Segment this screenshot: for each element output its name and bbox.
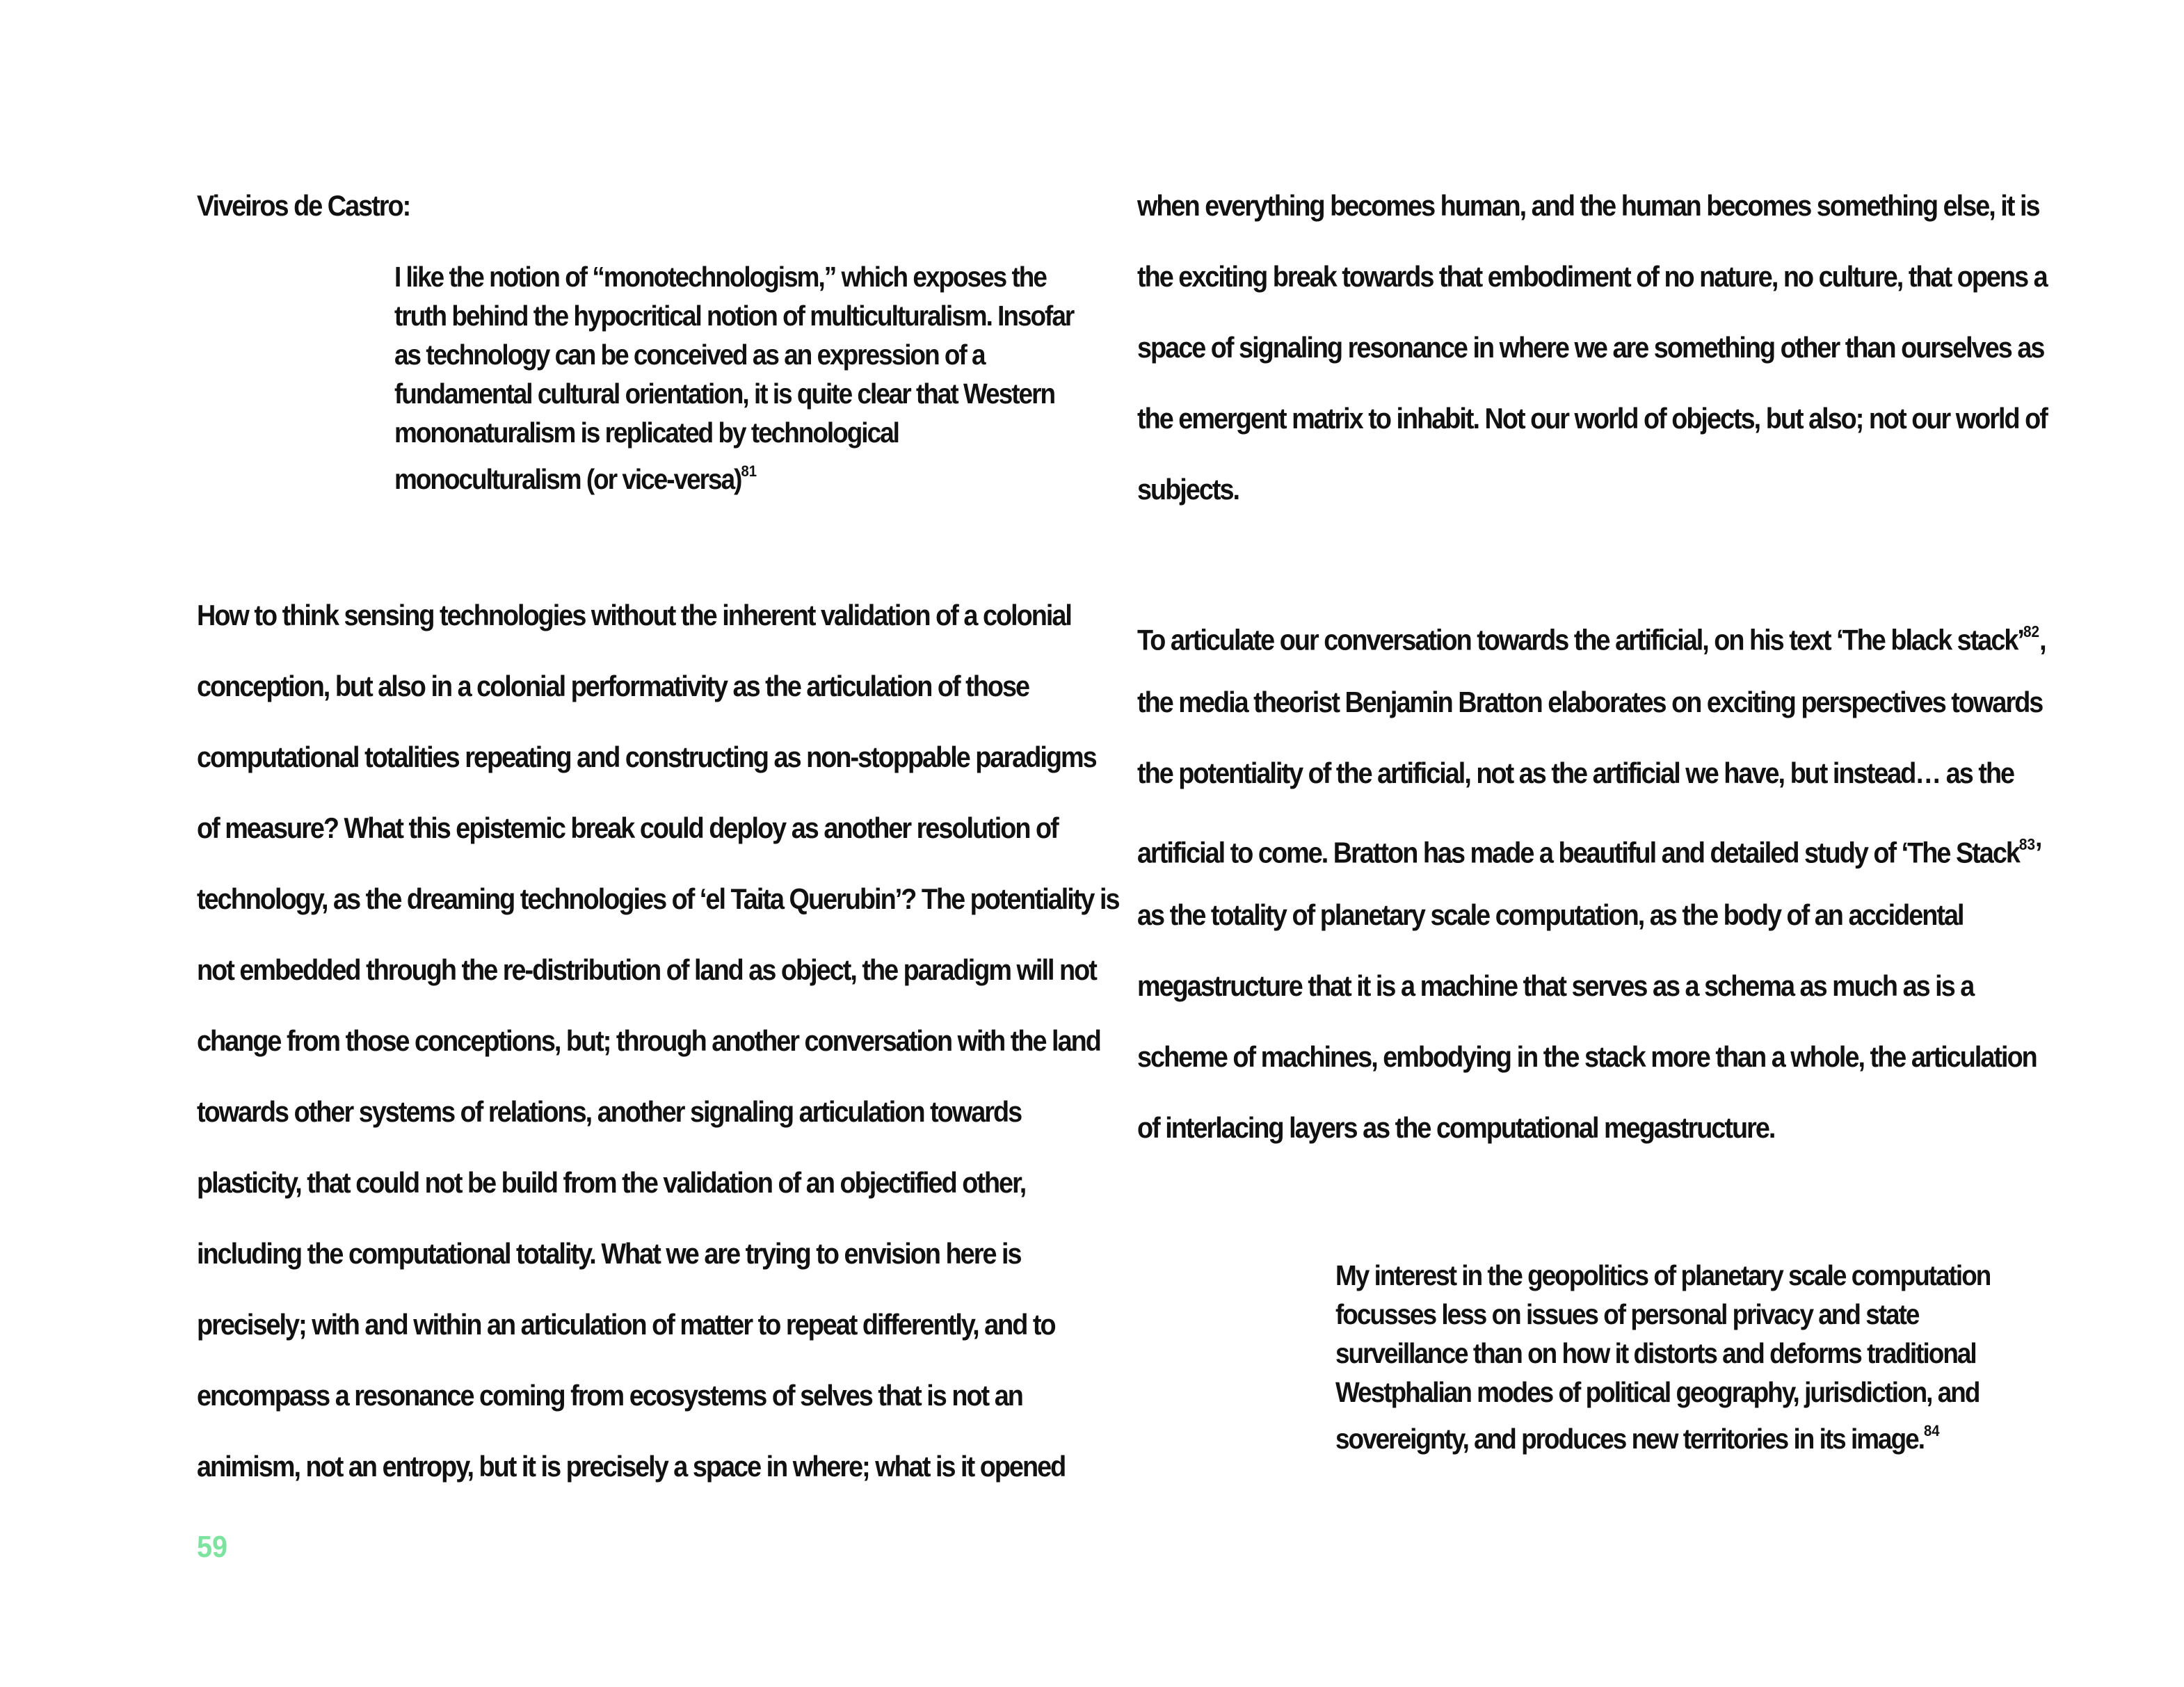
speaker-name: Viveiros de Castro: <box>197 189 410 222</box>
paragraph-line: the exciting break towards that embodiment of no nature, no culture, that opens a <box>1137 260 2047 293</box>
paragraph-line: megastructure that it is a machine that serves as a schema as much as is a <box>1137 969 1974 1002</box>
quote-text: monoculturalism (or vice-versa) <box>394 463 741 496</box>
quote-line: mononaturalism is replicated by technological <box>394 417 899 449</box>
paragraph-line <box>1137 614 2046 657</box>
footnote-ref: 83 <box>2018 835 2036 853</box>
paragraph-line: when everything becomes human, and the human becomes something else, it is <box>1137 189 2039 222</box>
quote-line-last <box>1335 1414 1940 1455</box>
paragraph-line: as the totality of planetary scale computation, as the body of an accidental <box>1137 898 1964 931</box>
paragraph-line: the emergent matrix to inhabit. Not our world of objects, but also; not our world of <box>1137 402 2047 435</box>
quote-text: sovereignty, and produces new territories in its image. <box>1335 1423 1924 1455</box>
quote-line: fundamental cultural orientation, it is quite clear that Western <box>394 378 1055 410</box>
footnote-ref: 84 <box>1923 1422 1940 1439</box>
quote-line: I like the notion of “monotechnologism,” which exposes the <box>394 261 1046 293</box>
paragraph-line: subjects. <box>1137 473 1239 506</box>
paragraph-line: of measure? What this epistemic break could deploy as another resolution of <box>197 812 1058 844</box>
paragraph-line: encompass a resonance coming from ecosystems of selves that is not an <box>197 1379 1022 1412</box>
paragraph-line: including the computational totality. What we are trying to envision here is <box>197 1237 1021 1270</box>
quote-line-last <box>394 455 757 496</box>
paragraph-line: scheme of machines, embodying in the stack more than a whole, the articulation <box>1137 1040 2037 1073</box>
paragraph-line: not embedded through the re-distribution of land as object, the paradigm will not <box>197 953 1096 986</box>
paragraph-line: the media theorist Benjamin Bratton elaborates on exciting perspectives towards <box>1137 686 2043 718</box>
line-text-end: , <box>2039 623 2046 656</box>
quote-line: as technology can be conceived as an expression of a <box>394 339 985 371</box>
quote-line: surveillance than on how it distorts and deforms traditional <box>1335 1337 1976 1369</box>
page-number: 59 <box>197 1530 228 1564</box>
paragraph-line: computational totalities repeating and constructing as non-stoppable paradigms <box>197 741 1096 773</box>
paragraph-line: the potentiality of the artificial, not as the artificial we have, but instead… as the <box>1137 757 2014 789</box>
paragraph-line: of interlacing layers as the computational megastructure. <box>1137 1111 1775 1144</box>
footnote-ref: 81 <box>741 462 757 480</box>
quote-line: truth behind the hypocritical notion of multiculturalism. Insofar <box>394 300 1074 332</box>
paragraph-line: towards other systems of relations, another signaling articulation towards <box>197 1095 1022 1128</box>
paragraph-line: space of signaling resonance in where we are something other than ourselves as <box>1137 331 2044 364</box>
quote-line: focusses less on issues of personal privacy and state <box>1335 1298 1919 1330</box>
paragraph-line: technology, as the dreaming technologies of ‘el Taita Querubin’? The potentiality is <box>197 882 1119 915</box>
footnote-ref: 82 <box>2023 622 2040 640</box>
paragraph-line: change from those conceptions, but; through another conversation with the land <box>197 1024 1100 1057</box>
paragraph-line: precisely; with and within an articulation of matter to repeat differently, and to <box>197 1308 1055 1341</box>
right-page <box>1092 0 2184 1687</box>
paragraph-line <box>1137 827 2041 870</box>
paragraph-line: conception, but also in a colonial performativity as the articulation of those <box>197 670 1029 702</box>
quote-line: Westphalian modes of political geography, jurisdiction, and <box>1335 1376 1980 1408</box>
line-text: artificial to come. Bratton has made a beautiful and detailed study of ‘The Stack <box>1137 836 2019 869</box>
line-text-end: ’ <box>2035 836 2041 869</box>
line-text: To articulate our conversation towards the artificial, on his text ‘The black stack’ <box>1137 623 2023 656</box>
quote-line: My interest in the geopolitics of planetary scale computation <box>1335 1259 1991 1291</box>
paragraph-line: How to think sensing technologies without the inherent validation of a colonial <box>197 599 1071 631</box>
paragraph-line: animism, not an entropy, but it is precisely a space in where; what is it opened <box>197 1450 1066 1483</box>
paragraph-line: plasticity, that could not be build from the validation of an objectified other, <box>197 1166 1026 1199</box>
